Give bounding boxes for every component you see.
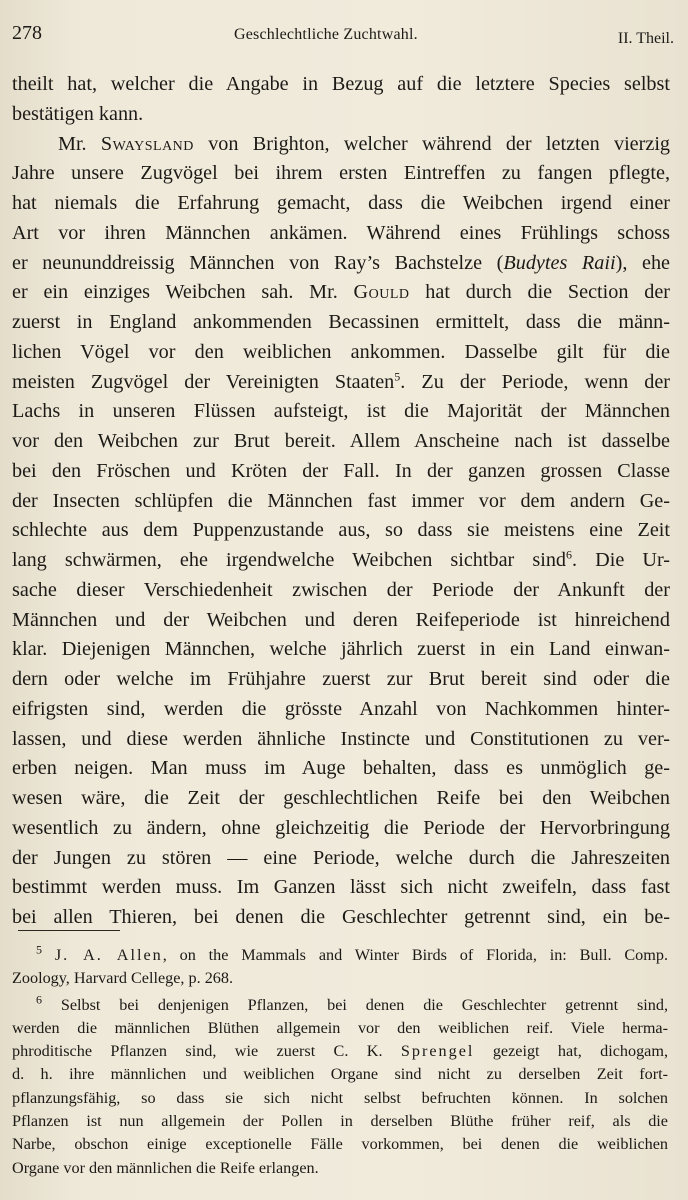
text-line: er neununddreissig Männchen von Ray’s Bachstelze (Budytes Raii), ehe xyxy=(12,251,671,274)
text-line: Art vor ihren Männchen ankämen. Während eines Frühlings schoss xyxy=(12,221,670,244)
footnote-divider xyxy=(18,930,120,931)
text-line: zuerst in England ankommenden Becassinen ermittelt, dass die männ- xyxy=(12,311,670,333)
footnote-6-line: $^6$ Selbst bei denjenigen Pflanzen, bei denen die Geschlechter getrennt sind, xyxy=(36,992,669,1014)
text-line: bestimmt werden muss. Im Ganzen lässt sich nicht zweifeln, dass fast xyxy=(12,876,670,899)
part-label: II. Theil. xyxy=(617,30,674,47)
text-line: vor den Weibchen zur Brut bereit. Allem Anscheine nach ist dasselbe xyxy=(12,430,670,452)
author-name: J. A. Allen xyxy=(54,946,163,964)
footnote-ref: 6 xyxy=(566,547,573,562)
main-text xyxy=(12,70,670,933)
text-line: wesen wäre, die Zeit der geschlechtlichen Reife bei den Weibchen xyxy=(12,787,670,809)
footnote-6-line: Pflanzen ist nun allgemein der Pollen in derselben Blüthe früher reif, als die xyxy=(12,1112,668,1131)
footnote-6-line: pflanzungsfähig, so dass sie sich nicht selbst befruchten können. In solchen xyxy=(12,1088,668,1107)
text-line: erben neigen. Man muss im Auge behalten, dass es unmöglich ge- xyxy=(12,757,670,780)
text-line: er ein einziges Weibchen sah. Mr. Gould hat durch die Section der xyxy=(12,281,671,304)
footnote-5-line: $^5$ J. A. Allen, on the Mammals and Winter Birds of Florida, in: Bull. Comp. xyxy=(36,942,668,964)
text-line: Mr. Swaysland von Brighton, welcher während der letzten vierzig xyxy=(58,132,671,155)
text-line: bestätigen kann. xyxy=(12,102,144,125)
text-line: Jahre unsere Zugvögel bei ihrem ersten Eintreffen zu fangen pflegte, xyxy=(12,162,670,185)
text-line: meisten Zugvögel der Vereinigten Staaten$^5$. Zu der Periode, wenn der xyxy=(12,368,670,393)
text-line: Männchen und der Weibchen und deren Reifeperiode ist hinreichend xyxy=(12,608,670,631)
text-line: der Jungen zu stören — eine Periode, welche durch die Jahreszeiten xyxy=(12,846,670,869)
footnote-6-line: Narbe, obschon einige exceptionelle Fälle vorkommen, bei denen die weiblichen xyxy=(12,1135,668,1154)
footnote-6-line: Organe vor den männlichen die Reife erlangen. xyxy=(12,1158,319,1177)
footnote-mark: 5 xyxy=(36,942,42,957)
text-line: lichen Vögel vor den weiblichen ankommen. Dasselbe gilt für die xyxy=(12,340,670,363)
footnotes xyxy=(12,944,668,1180)
footnote-6-line: werden die männlichen Blüthen allgemein vor den weiblichen reif. Viele herma- xyxy=(12,1018,668,1037)
text-line: der Insecten schlüpfen die Männchen fast immer vor dem andern Ge- xyxy=(12,489,670,512)
page-number: 278 xyxy=(12,22,42,44)
text-line: wesentlich zu ändern, ohne gleichzeitig die Periode der Hervorbringung xyxy=(12,816,670,839)
person-name: Gould xyxy=(353,281,410,304)
text-line: eifrigsten sind, werden die grösste Anzahl von Nachkommen hinter- xyxy=(12,697,670,720)
text-line: klar. Diejenigen Männchen, welche jährlich zuerst in ein Land einwan- xyxy=(12,638,670,661)
running-title: Geschlechtliche Zuchtwahl. xyxy=(234,26,418,43)
person-name: Swaysland xyxy=(100,132,194,155)
page-header xyxy=(12,22,674,52)
text-line: lassen, und diese werden ähnliche Instincte und Constitutionen zu ver- xyxy=(12,727,670,750)
text-line: Lachs in unseren Flüssen aufsteigt, ist die Majorität der Männchen xyxy=(12,400,670,423)
text-line: dern oder welche im Frühjahre zuerst zur Brut bereit sind oder die xyxy=(12,668,670,690)
text-line: hat niemals die Erfahrung gemacht, dass die Weibchen irgend einer xyxy=(12,192,670,214)
footnote-ref: 5 xyxy=(394,368,401,383)
text-line: schlechte aus dem Puppenzustande aus, so dass sie meistens eine Zeit xyxy=(12,519,670,542)
footnote-6-line: d. h. ihre männlichen und weiblichen Organe sind nicht zu derselben Zeit fort- xyxy=(12,1065,668,1084)
footnote-mark: 6 xyxy=(36,992,42,1007)
footnote-6-line: phroditische Pflanzen sind, wie zuerst C. K. Sprengel gezeigt hat, dichogam, xyxy=(12,1042,668,1061)
footnote-5-line: Zoology, Harvard Cellege, p. 268. xyxy=(12,969,234,988)
species-name: Budytes Raii xyxy=(503,251,616,274)
text-line: bei allen Thieren, bei denen die Geschlechter getrennt sind, ein be- xyxy=(12,906,670,928)
text-line: lang schwärmen, ehe irgendwelche Weibchen sichtbar sind$^6$. Die Ur- xyxy=(12,547,670,571)
text-line: sache dieser Verschiedenheit zwischen der Periode der Ankunft der xyxy=(12,578,670,601)
text-line: bei den Fröschen und Kröten der Fall. In der ganzen grossen Classe xyxy=(12,459,670,482)
text-line: theilt hat, welcher die Angabe in Bezug auf die letztere Species selbst xyxy=(12,73,670,95)
person-name: Sprengel xyxy=(400,1042,475,1061)
